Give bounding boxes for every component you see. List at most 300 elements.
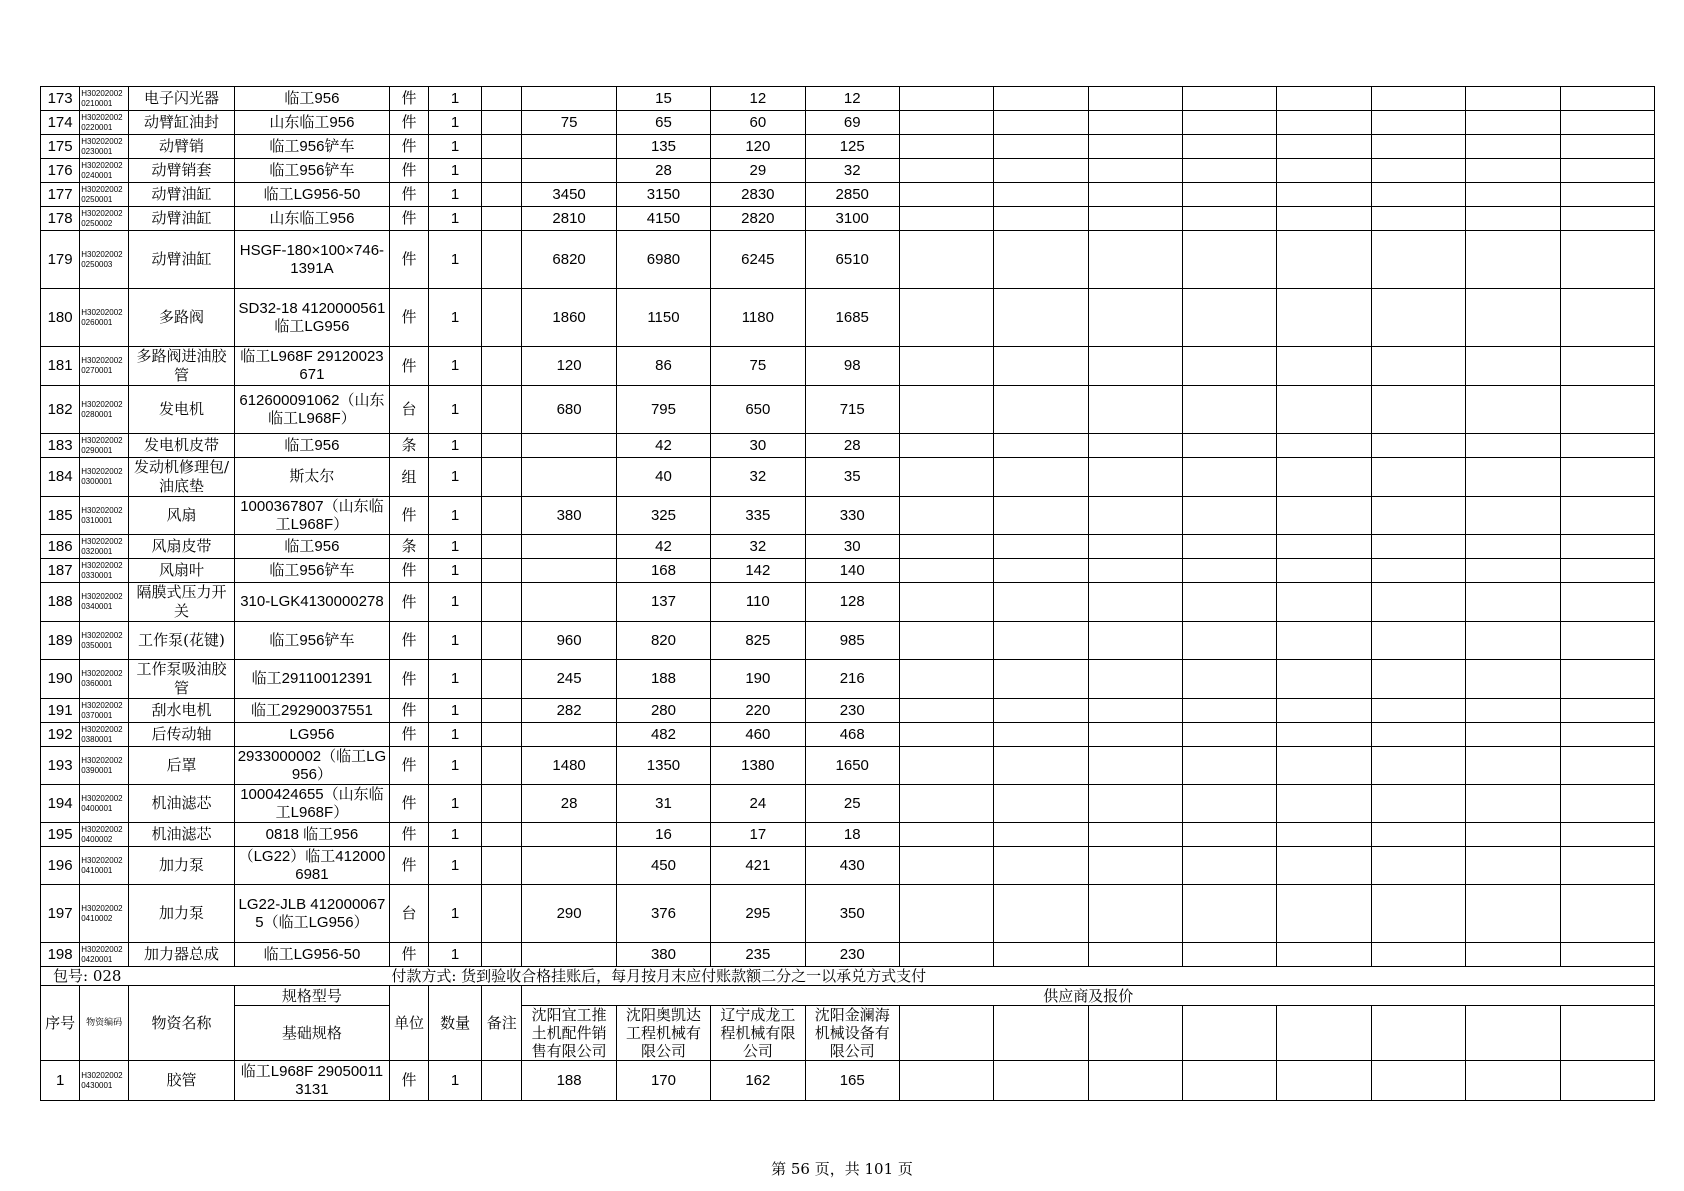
item-spec: 1000367807（山东临工L968F） <box>235 497 390 535</box>
price-supplier-2: 188 <box>616 660 710 699</box>
empty-price-cell <box>1183 785 1277 823</box>
price-supplier-3: 30 <box>711 434 805 458</box>
price-supplier-4: 2850 <box>805 183 899 207</box>
empty-price-cell <box>1560 111 1654 135</box>
price-supplier-1 <box>522 943 616 967</box>
empty-price-cell <box>1183 231 1277 289</box>
table-row <box>41 723 1655 747</box>
item-code: H302020020350001 <box>80 622 129 660</box>
row-number: 196 <box>41 847 80 885</box>
item-name: 动臂油缸 <box>129 183 235 207</box>
table-row <box>41 458 1655 497</box>
empty-price-cell <box>1088 289 1182 347</box>
table-row <box>41 583 1655 622</box>
empty-price-cell <box>1277 458 1371 497</box>
row-number: 189 <box>41 622 80 660</box>
price-supplier-2: 31 <box>616 785 710 823</box>
item-note <box>482 583 522 622</box>
empty-price-cell <box>1183 535 1277 559</box>
item-note <box>482 207 522 231</box>
item-spec: 0818 临工956 <box>235 823 390 847</box>
price-supplier-3: 190 <box>711 660 805 699</box>
row-number: 176 <box>41 159 80 183</box>
price-supplier-2: 135 <box>616 135 710 159</box>
empty-price-cell <box>899 458 993 497</box>
empty-price-cell <box>1183 699 1277 723</box>
item-note <box>482 347 522 386</box>
empty-price-cell <box>1466 583 1560 622</box>
item-note <box>482 111 522 135</box>
price-supplier-4: 128 <box>805 583 899 622</box>
price-supplier-4: 3100 <box>805 207 899 231</box>
item-spec: SD32-18 4120000561临工LG956 <box>235 289 390 347</box>
item-code: H302020020320001 <box>80 535 129 559</box>
empty-price-cell <box>994 535 1088 559</box>
price-supplier-1: 245 <box>522 660 616 699</box>
empty-price-cell <box>1277 747 1371 785</box>
payment-terms: 付款方式: 货到验收合格挂账后，每月按月末应付账款额二分之一以承兑方式支付 <box>389 967 1560 986</box>
row-number: 194 <box>41 785 80 823</box>
item-note <box>482 699 522 723</box>
empty-price-cell <box>1088 497 1182 535</box>
item-qty: 1 <box>429 847 482 885</box>
empty-price-cell <box>1088 207 1182 231</box>
price-supplier-4: 69 <box>805 111 899 135</box>
empty-price-cell <box>899 434 993 458</box>
item-name: 风扇 <box>129 497 235 535</box>
empty-price-cell <box>899 386 993 434</box>
table-row <box>41 231 1655 289</box>
item-code: H302020020390001 <box>80 747 129 785</box>
item-note <box>482 135 522 159</box>
table-row <box>41 386 1655 434</box>
price-supplier-3: 1380 <box>711 747 805 785</box>
price-supplier-4: 165 <box>805 1061 899 1101</box>
table-row <box>41 660 1655 699</box>
price-supplier-4: 1650 <box>805 747 899 785</box>
item-note <box>482 785 522 823</box>
empty-price-cell <box>1183 559 1277 583</box>
price-supplier-4: 25 <box>805 785 899 823</box>
row-number: 191 <box>41 699 80 723</box>
empty-price-cell <box>1088 583 1182 622</box>
row-number: 1 <box>41 1061 80 1101</box>
empty-price-cell <box>899 622 993 660</box>
price-supplier-3: 460 <box>711 723 805 747</box>
empty-price-cell <box>1466 559 1560 583</box>
empty-price-cell <box>1560 497 1654 535</box>
empty-price-cell <box>1183 347 1277 386</box>
empty-price-cell <box>1371 434 1465 458</box>
supplier-name: 沈阳宜工推土机配件销售有限公司 <box>522 1006 616 1061</box>
empty-price-cell <box>899 583 993 622</box>
empty-price-cell <box>1371 135 1465 159</box>
package-label: 包号: 028 <box>41 967 129 986</box>
empty-price-cell <box>1371 823 1465 847</box>
item-code: H302020020270001 <box>80 347 129 386</box>
price-supplier-1: 282 <box>522 699 616 723</box>
empty-price-cell <box>994 183 1088 207</box>
item-code: H302020020360001 <box>80 660 129 699</box>
empty-price-cell <box>1560 386 1654 434</box>
empty-price-cell <box>899 111 993 135</box>
price-supplier-3: 120 <box>711 135 805 159</box>
empty-price-cell <box>1088 885 1182 943</box>
price-supplier-3: 162 <box>711 1061 805 1101</box>
table-row <box>41 1061 1655 1101</box>
price-supplier-3: 421 <box>711 847 805 885</box>
empty-price-cell <box>1277 111 1371 135</box>
price-supplier-3: 235 <box>711 943 805 967</box>
item-unit: 件 <box>389 660 428 699</box>
item-note <box>482 747 522 785</box>
empty-price-cell <box>1466 111 1560 135</box>
empty-price-cell <box>994 135 1088 159</box>
price-supplier-1: 380 <box>522 497 616 535</box>
item-spec: 临工956铲车 <box>235 135 390 159</box>
price-supplier-1: 3450 <box>522 183 616 207</box>
empty-price-cell <box>1183 660 1277 699</box>
empty-price-cell <box>1088 559 1182 583</box>
table-row <box>41 747 1655 785</box>
item-spec: 临工956铲车 <box>235 559 390 583</box>
empty-price-cell <box>1560 347 1654 386</box>
empty-price-cell <box>899 207 993 231</box>
item-name: 后罩 <box>129 747 235 785</box>
item-name: 工作泵(花键) <box>129 622 235 660</box>
price-supplier-4: 230 <box>805 943 899 967</box>
table-row <box>41 347 1655 386</box>
header-quotes: 供应商及报价 <box>522 986 1655 1006</box>
item-note <box>482 386 522 434</box>
item-spec: LG956 <box>235 723 390 747</box>
price-supplier-3: 6245 <box>711 231 805 289</box>
package-info-row <box>41 967 1655 986</box>
price-supplier-2: 3150 <box>616 183 710 207</box>
empty-price-cell <box>1183 747 1277 785</box>
price-supplier-2: 1150 <box>616 289 710 347</box>
table-row <box>41 559 1655 583</box>
item-code: H302020020310001 <box>80 497 129 535</box>
item-unit: 件 <box>389 559 428 583</box>
item-spec: 临工L968F 29120023671 <box>235 347 390 386</box>
supplier-name: 沈阳奥凯达工程机械有限公司 <box>616 1006 710 1061</box>
empty-price-cell <box>1183 111 1277 135</box>
price-supplier-3: 1180 <box>711 289 805 347</box>
table-row <box>41 823 1655 847</box>
empty-price-cell <box>899 660 993 699</box>
item-code: H302020020250003 <box>80 231 129 289</box>
row-number: 188 <box>41 583 80 622</box>
item-name: 动臂油缸 <box>129 231 235 289</box>
empty-price-cell <box>1371 723 1465 747</box>
table-row <box>41 622 1655 660</box>
empty-price-cell <box>899 785 993 823</box>
empty-price-cell <box>1371 847 1465 885</box>
item-code: H302020020210001 <box>80 87 129 111</box>
item-spec: LG22-JLB 4120000675（临工LG956） <box>235 885 390 943</box>
empty-price-cell <box>1088 723 1182 747</box>
empty-price-cell <box>1371 183 1465 207</box>
empty-price-cell <box>1560 747 1654 785</box>
item-unit: 台 <box>389 386 428 434</box>
item-code: H302020020410001 <box>80 847 129 885</box>
empty-price-cell <box>1466 159 1560 183</box>
price-supplier-1: 1860 <box>522 289 616 347</box>
item-note <box>482 1061 522 1101</box>
price-supplier-4: 985 <box>805 622 899 660</box>
item-name: 加力器总成 <box>129 943 235 967</box>
item-spec: 斯太尔 <box>235 458 390 497</box>
empty-price-cell <box>1183 207 1277 231</box>
item-spec: 临工29110012391 <box>235 660 390 699</box>
empty-price-cell <box>1466 660 1560 699</box>
item-unit: 条 <box>389 535 428 559</box>
empty-price-cell <box>1371 347 1465 386</box>
price-supplier-3: 24 <box>711 785 805 823</box>
item-qty: 1 <box>429 747 482 785</box>
price-supplier-1 <box>522 847 616 885</box>
item-unit: 件 <box>389 785 428 823</box>
empty-price-cell <box>994 497 1088 535</box>
item-spec: 临工LG956-50 <box>235 943 390 967</box>
item-name: 发电机皮带 <box>129 434 235 458</box>
empty-price-cell <box>1088 847 1182 885</box>
price-supplier-1: 6820 <box>522 231 616 289</box>
item-name: 动臂缸油封 <box>129 111 235 135</box>
header-row-bottom <box>41 1006 1655 1061</box>
empty-price-cell <box>1560 583 1654 622</box>
row-number: 174 <box>41 111 80 135</box>
item-spec: 山东临工956 <box>235 111 390 135</box>
item-note <box>482 847 522 885</box>
item-unit: 件 <box>389 231 428 289</box>
table-row <box>41 535 1655 559</box>
table-row <box>41 207 1655 231</box>
item-unit: 件 <box>389 135 428 159</box>
package-section <box>41 967 1655 1061</box>
price-supplier-3: 335 <box>711 497 805 535</box>
item-note <box>482 231 522 289</box>
price-supplier-2: 280 <box>616 699 710 723</box>
empty-price-cell <box>1560 231 1654 289</box>
empty-price-cell <box>1277 347 1371 386</box>
row-number: 179 <box>41 231 80 289</box>
price-supplier-2: 15 <box>616 87 710 111</box>
empty-price-cell <box>1277 723 1371 747</box>
empty-price-cell <box>994 231 1088 289</box>
item-qty: 1 <box>429 231 482 289</box>
empty-price-cell <box>1088 183 1182 207</box>
empty-price-cell <box>1277 183 1371 207</box>
empty-price-cell <box>1183 723 1277 747</box>
item-qty: 1 <box>429 207 482 231</box>
package-item-rows <box>41 1061 1655 1101</box>
item-name: 发电机 <box>129 386 235 434</box>
price-supplier-4: 230 <box>805 699 899 723</box>
item-code: H302020020230001 <box>80 135 129 159</box>
empty-price-cell <box>1560 535 1654 559</box>
item-note <box>482 943 522 967</box>
header-spec-bottom: 基础规格 <box>235 1006 390 1061</box>
empty-price-cell <box>1560 847 1654 885</box>
item-qty: 1 <box>429 87 482 111</box>
item-spec: （LG22）临工4120006981 <box>235 847 390 885</box>
item-unit: 件 <box>389 943 428 967</box>
item-unit: 件 <box>389 583 428 622</box>
empty-price-cell <box>1277 660 1371 699</box>
empty-price-cell <box>1277 386 1371 434</box>
price-supplier-2: 28 <box>616 159 710 183</box>
empty-price-cell <box>1466 747 1560 785</box>
item-code: H302020020420001 <box>80 943 129 967</box>
header-name: 物资名称 <box>129 986 235 1061</box>
price-supplier-4: 1685 <box>805 289 899 347</box>
empty-price-cell <box>1466 458 1560 497</box>
empty-price-cell <box>1183 823 1277 847</box>
item-name: 电子闪光器 <box>129 87 235 111</box>
price-supplier-3: 17 <box>711 823 805 847</box>
item-unit: 件 <box>389 289 428 347</box>
empty-price-cell <box>1183 386 1277 434</box>
item-note <box>482 87 522 111</box>
price-supplier-2: 376 <box>616 885 710 943</box>
empty-price-cell <box>1560 434 1654 458</box>
empty-price-cell <box>1277 535 1371 559</box>
table-row <box>41 434 1655 458</box>
empty-price-cell <box>899 289 993 347</box>
empty-price-cell <box>1466 723 1560 747</box>
row-number: 187 <box>41 559 80 583</box>
empty-price-cell <box>1277 497 1371 535</box>
empty-price-cell <box>1088 347 1182 386</box>
item-name: 隔膜式压力开关 <box>129 583 235 622</box>
empty-price-cell <box>1277 583 1371 622</box>
empty-price-cell <box>899 885 993 943</box>
item-unit: 件 <box>389 823 428 847</box>
item-name: 刮水电机 <box>129 699 235 723</box>
row-number: 181 <box>41 347 80 386</box>
item-unit: 件 <box>389 723 428 747</box>
empty-price-cell <box>1560 289 1654 347</box>
row-number: 175 <box>41 135 80 159</box>
empty-price-cell <box>1560 135 1654 159</box>
empty-price-cell <box>1560 785 1654 823</box>
item-unit: 条 <box>389 434 428 458</box>
item-spec: 临工29290037551 <box>235 699 390 723</box>
item-unit: 件 <box>389 87 428 111</box>
empty-price-cell <box>1560 458 1654 497</box>
empty-price-cell <box>1088 231 1182 289</box>
empty-price-cell <box>1088 660 1182 699</box>
empty-price-cell <box>1466 622 1560 660</box>
price-supplier-3: 32 <box>711 535 805 559</box>
price-supplier-1: 120 <box>522 347 616 386</box>
empty-price-cell <box>1088 785 1182 823</box>
item-note <box>482 497 522 535</box>
price-supplier-2: 1350 <box>616 747 710 785</box>
item-qty: 1 <box>429 135 482 159</box>
price-supplier-4: 715 <box>805 386 899 434</box>
price-supplier-2: 325 <box>616 497 710 535</box>
item-qty: 1 <box>429 699 482 723</box>
item-note <box>482 723 522 747</box>
price-supplier-3: 825 <box>711 622 805 660</box>
empty-price-cell <box>1183 458 1277 497</box>
empty-price-cell <box>899 723 993 747</box>
item-qty: 1 <box>429 289 482 347</box>
empty-price-cell <box>1277 135 1371 159</box>
empty-price-cell <box>899 135 993 159</box>
empty-price-cell <box>899 347 993 386</box>
price-supplier-3: 60 <box>711 111 805 135</box>
price-supplier-1: 188 <box>522 1061 616 1101</box>
price-supplier-2: 795 <box>616 386 710 434</box>
empty-price-cell <box>1183 87 1277 111</box>
price-supplier-1: 960 <box>522 622 616 660</box>
item-spec: 临工956 <box>235 535 390 559</box>
empty-price-cell <box>1371 535 1465 559</box>
price-supplier-3: 29 <box>711 159 805 183</box>
item-unit: 件 <box>389 111 428 135</box>
row-number: 190 <box>41 660 80 699</box>
header-note: 备注 <box>482 986 522 1061</box>
item-name: 后传动轴 <box>129 723 235 747</box>
item-code: H302020020340001 <box>80 583 129 622</box>
item-qty: 1 <box>429 660 482 699</box>
item-name: 动臂销 <box>129 135 235 159</box>
empty-price-cell <box>994 943 1088 967</box>
item-qty: 1 <box>429 458 482 497</box>
empty-price-cell <box>1371 699 1465 723</box>
empty-price-cell <box>1371 207 1465 231</box>
price-supplier-1 <box>522 723 616 747</box>
table-row <box>41 87 1655 111</box>
item-note <box>482 885 522 943</box>
header-seq: 序号 <box>41 986 80 1061</box>
empty-price-cell <box>1466 87 1560 111</box>
price-supplier-3: 2830 <box>711 183 805 207</box>
item-spec: 2933000002（临工LG956） <box>235 747 390 785</box>
empty-price-cell <box>1183 497 1277 535</box>
empty-price-cell <box>1371 785 1465 823</box>
item-name: 加力泵 <box>129 885 235 943</box>
price-supplier-2: 42 <box>616 535 710 559</box>
price-supplier-2: 168 <box>616 559 710 583</box>
item-rows <box>41 87 1655 967</box>
quotation-table <box>40 86 1655 1101</box>
item-note <box>482 535 522 559</box>
empty-price-cell <box>1560 699 1654 723</box>
row-number: 195 <box>41 823 80 847</box>
item-name: 机油滤芯 <box>129 823 235 847</box>
empty-price-cell <box>899 943 993 967</box>
price-supplier-2: 4150 <box>616 207 710 231</box>
empty-price-cell <box>1277 559 1371 583</box>
price-supplier-2: 820 <box>616 622 710 660</box>
supplier-name: 沈阳金澜海机械设备有限公司 <box>805 1006 899 1061</box>
empty-price-cell <box>994 87 1088 111</box>
empty-price-cell <box>1371 660 1465 699</box>
item-unit: 件 <box>389 159 428 183</box>
table-row <box>41 885 1655 943</box>
row-number: 197 <box>41 885 80 943</box>
table-row <box>41 289 1655 347</box>
item-name: 风扇皮带 <box>129 535 235 559</box>
empty-price-cell <box>1088 622 1182 660</box>
empty-price-cell <box>1088 699 1182 723</box>
empty-price-cell <box>1183 583 1277 622</box>
